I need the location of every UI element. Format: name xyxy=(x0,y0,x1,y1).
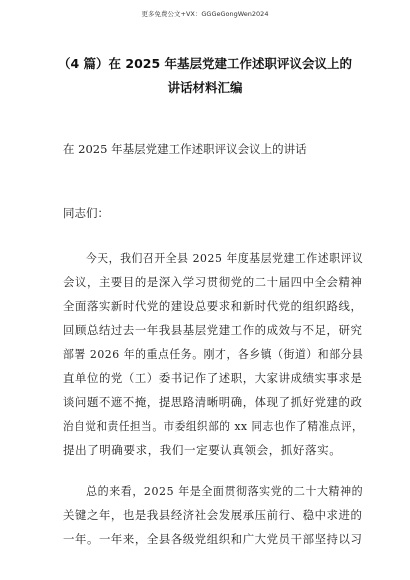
paragraph-line: 直单位的党（工）委书记作了述职，大家讲成绩实事求是 xyxy=(63,371,363,385)
speech-subtitle: 在 2025 年基层党建工作述职评议会议上的讲话 xyxy=(63,142,307,156)
paragraph-line: 会议，主要目的是深入学习贯彻党的二十届四中全会精神 xyxy=(63,275,363,289)
paragraph-line: 回顾总结过去一年我县基层党建工作的成效与不足，研究 xyxy=(63,323,363,337)
paragraph-line: 今天，我们召开全县 2025 年度基层党建工作述职评议 xyxy=(63,251,364,265)
paragraph-line: 关键之年，也是我县经济社会发展承压前行、稳中求进的 xyxy=(63,508,363,522)
doc-title-line-2: 讲话材料汇编 xyxy=(167,80,243,95)
paragraph-line: 总的来看，2025 年是全面贯彻落实党的二十大精神的 xyxy=(63,484,364,498)
paragraph-line: 谈问题不遮不掩，提思路清晰明确，体现了抓好党建的政 xyxy=(63,395,363,409)
header-note: 更多免费公文+VX：GGGeGongWen2024 xyxy=(141,10,269,18)
paragraph-line: 全面落实新时代党的建设总要求和新时代党的组织路线， xyxy=(63,299,363,313)
doc-title-line-1: （4 篇）在 2025 年基层党建工作述职评议会议上的 xyxy=(57,56,353,71)
salutation: 同志们： xyxy=(63,206,109,220)
paragraph-line: 部署 2026 年的重点任务。刚才，各乡镇（街道）和部分县 xyxy=(63,347,364,361)
paragraph-line: 提出了明确要求，我们一定要认真领会，抓好落实。 xyxy=(63,443,342,457)
paragraph-line: 治自觉和责任担当。市委组织部的 xx 同志也作了精准点评， xyxy=(63,419,364,433)
paragraph-line: 一年。一年来，全县各级党组织和广大党员干部坚持以习 xyxy=(63,532,363,546)
